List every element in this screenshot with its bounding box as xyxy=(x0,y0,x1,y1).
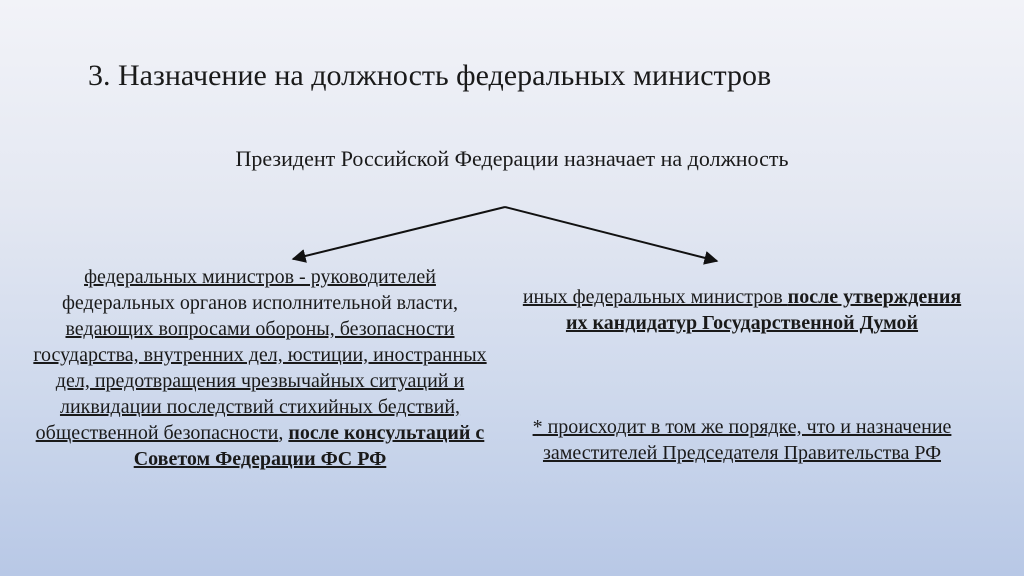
left-branch-text xyxy=(30,264,490,472)
left-separator: , xyxy=(278,422,289,444)
right-duma-approval: после утверждения их кандидатур Государственной Думой xyxy=(565,286,962,334)
right-note-text: * происходит в том же порядке, что и назначение заместителей Председателя Правительства РФ xyxy=(532,416,952,464)
slide-subtitle: Президент Российской Федерации назначает на должность xyxy=(235,146,789,171)
arrow-right xyxy=(505,207,717,261)
right-branch-text xyxy=(512,284,972,336)
left-consultation-condition: после консультаций с Советом Федерации ФС РФ xyxy=(133,422,485,470)
arrow-left xyxy=(293,207,505,259)
left-ministers-heads: федеральных министров - руководителей xyxy=(84,266,436,288)
right-other-ministers: иных федеральных министров xyxy=(522,286,788,308)
slide-title: 3. Назначение на должность федеральных министров xyxy=(88,59,772,92)
left-executive-bodies: федеральных органов исполнительной власти, xyxy=(61,292,459,314)
right-branch-note xyxy=(512,414,972,466)
left-areas-list: ведающих вопросами обороны, безопасности государства, внутренних дел, юстиции, иностранных дел, предотвращения чрезвычайных ситуаций и ликвидации последствий стихийных бедствий, общественной безопасности xyxy=(33,318,487,444)
